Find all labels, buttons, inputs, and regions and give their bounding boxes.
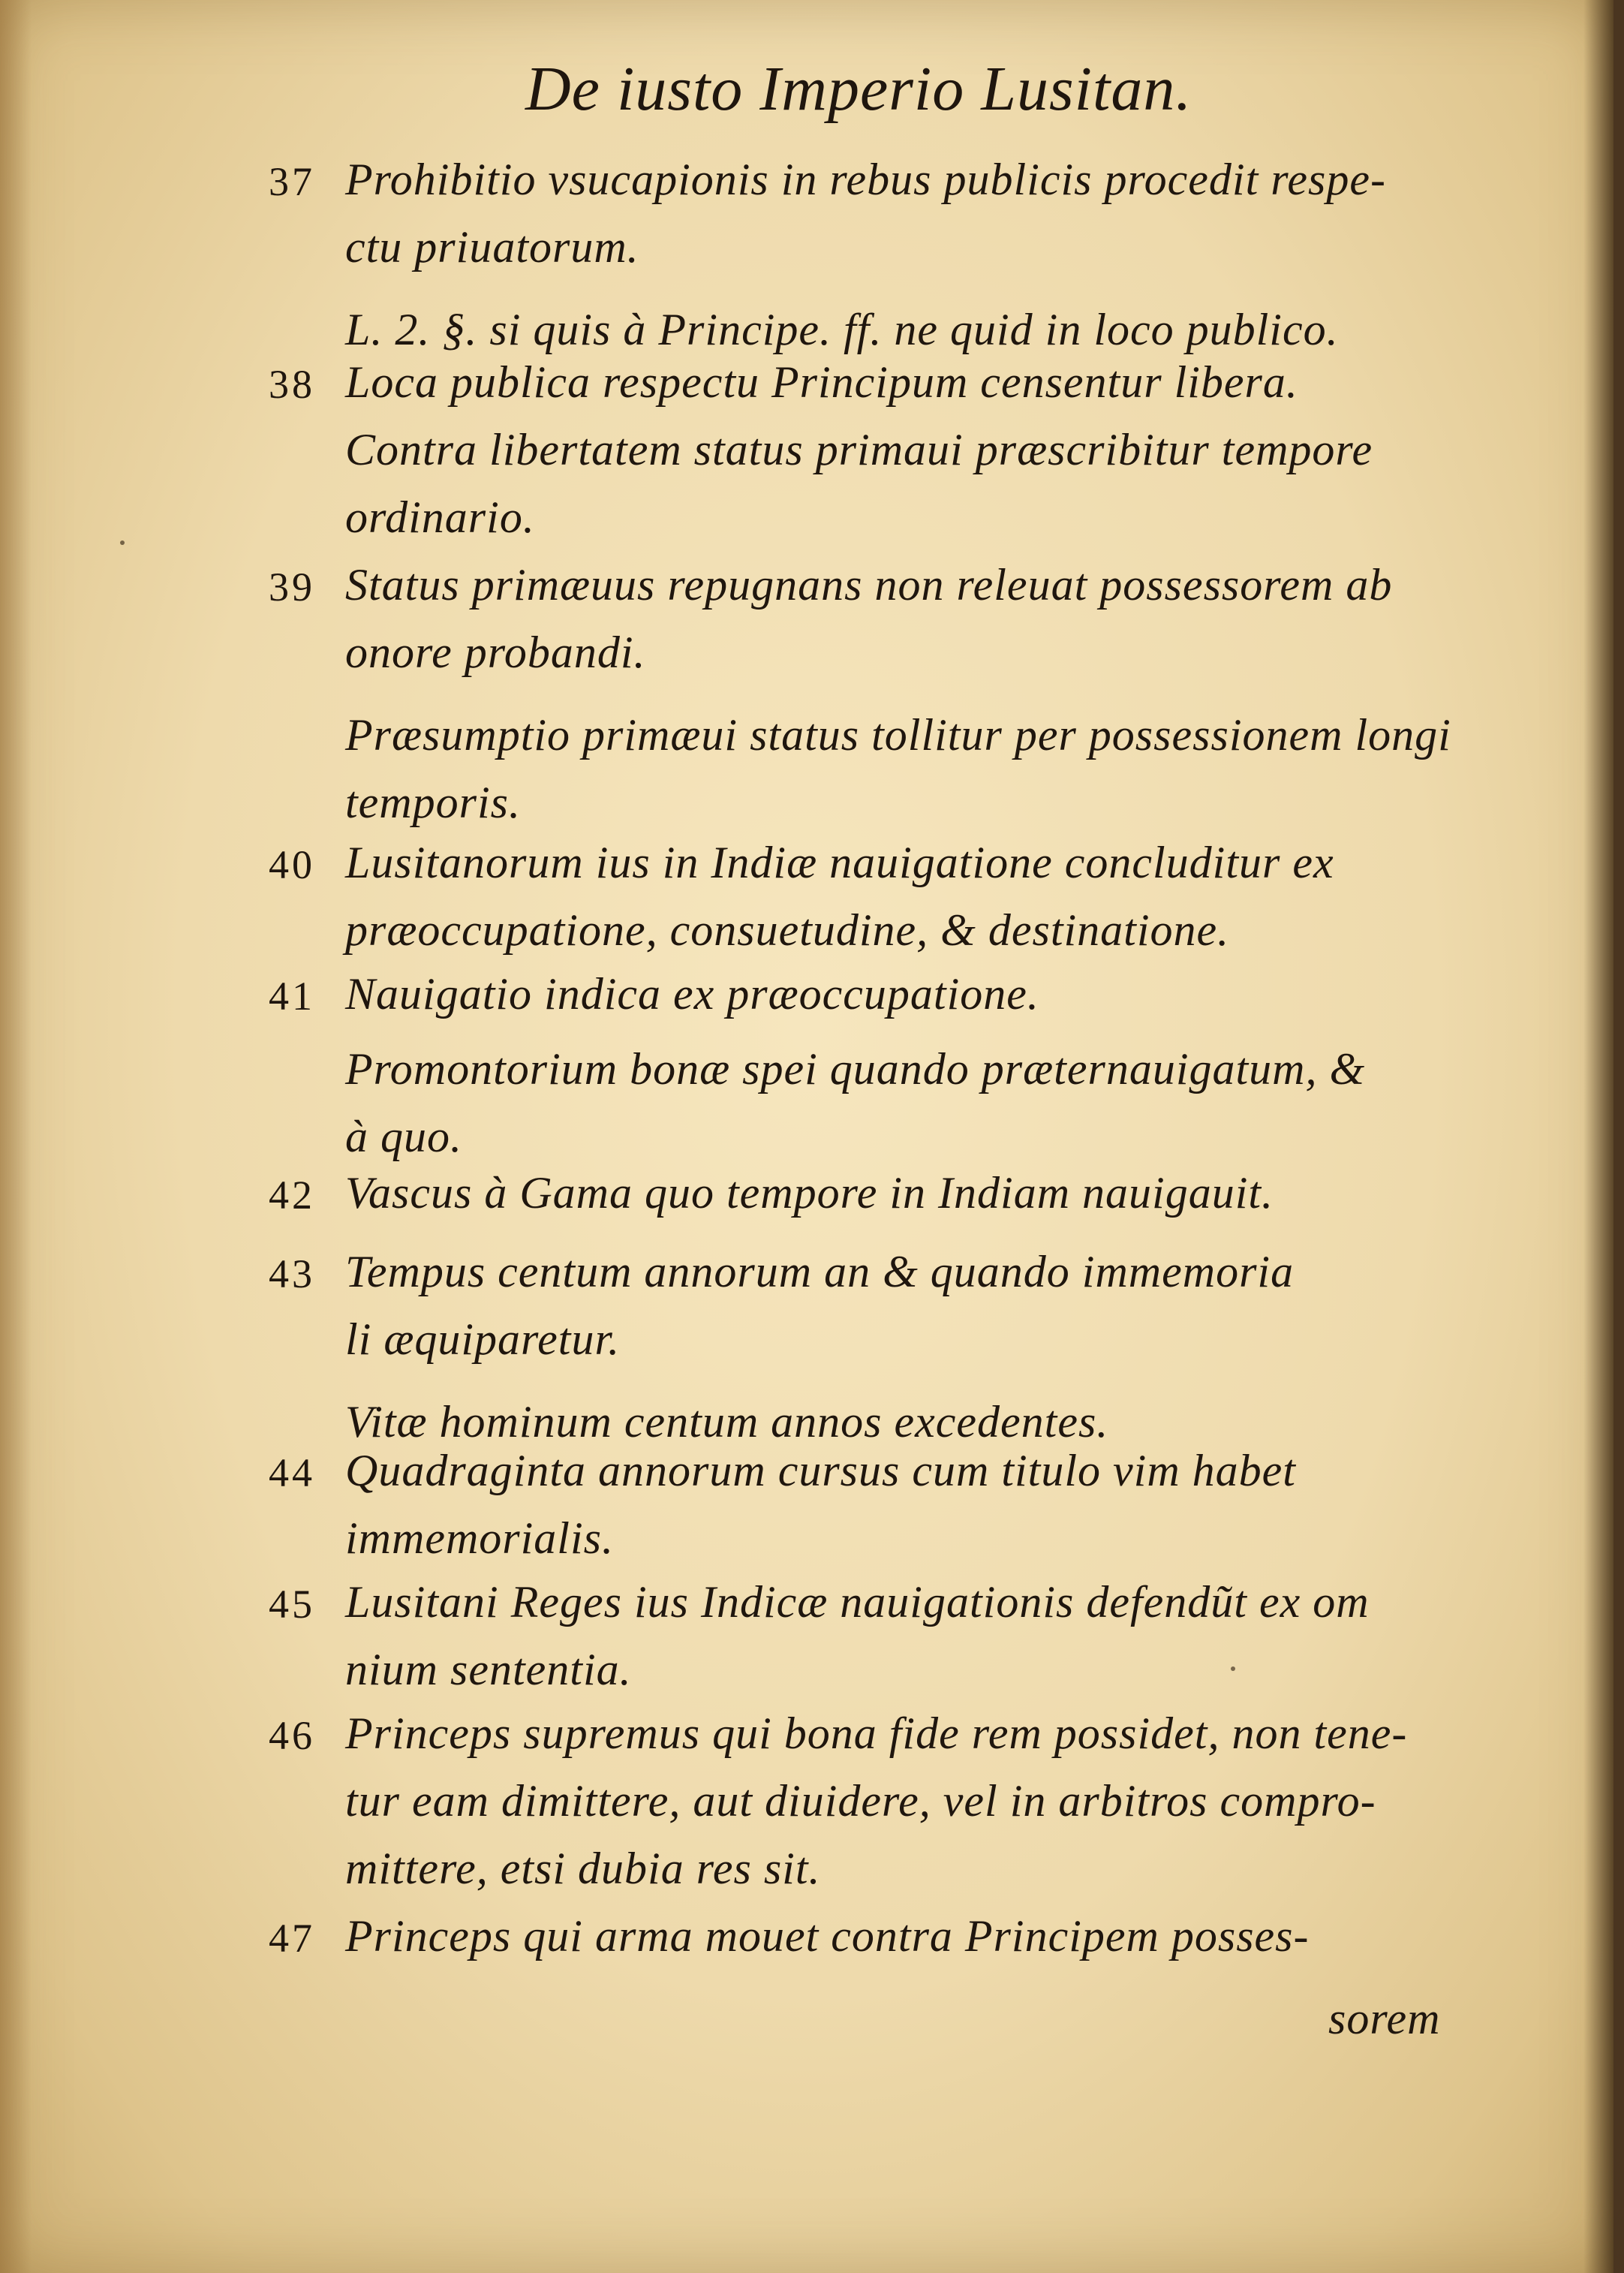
entry-line: ordinario. [345, 492, 535, 542]
entry-line: præoccupatione, consuetudine, & destinatione. [345, 905, 1230, 955]
page-gutter-shadow [0, 0, 32, 2273]
entry-line: Prohibitio vsucapionis in rebus publicis procedit respe- [345, 155, 1386, 204]
entry-number: 40 [269, 842, 315, 887]
entry-line: li æquiparetur. [345, 1314, 621, 1364]
entry-line: Promontorium bonæ spei quando præternauigatum, & [345, 1044, 1366, 1094]
entry-line: Vascus à Gama quo tempore in Indiam nauigauit. [345, 1168, 1274, 1218]
entry-number: 46 [269, 1713, 315, 1758]
entry-number: 42 [269, 1173, 315, 1218]
entry-line: Princeps qui arma mouet contra Principem posses- [345, 1911, 1310, 1961]
entry-line: Loca publica respectu Principum censentur libera. [345, 357, 1298, 407]
entry-line: ctu priuatorum. [345, 222, 639, 272]
entry-number: 41 [269, 974, 315, 1019]
entry-line: Contra libertatem status primaui præscribitur tempore [345, 425, 1373, 474]
entry-catchword: sorem [1328, 1994, 1441, 2043]
ink-speck [1231, 1666, 1235, 1671]
entry-line: temporis. [345, 778, 521, 827]
entry-line: Lusitanorum ius in Indiæ nauigatione concluditur ex [345, 838, 1334, 887]
ink-speck [120, 540, 125, 545]
entry-number: 43 [269, 1251, 315, 1296]
entry-line: onore probandi. [345, 628, 646, 677]
entry-line: Præsumptio primæui status tollitur per possessionem longi [345, 710, 1451, 760]
entry-number: 44 [269, 1450, 315, 1495]
entry-line: mittere, etsi dubia res sit. [345, 1844, 821, 1893]
entry-number: 37 [269, 159, 315, 204]
entry-line: Princeps supremus qui bona fide rem possidet, non tene- [345, 1709, 1408, 1758]
entry-line: Vitæ hominum centum annos excedentes. [345, 1397, 1109, 1447]
entry-number: 45 [269, 1582, 315, 1627]
entry-line: Lusitani Reges ius Indicæ nauigationis defendũt ex om [345, 1577, 1370, 1627]
running-head: De iusto Imperio Lusitan. [525, 54, 1192, 124]
entry-number: 47 [269, 1916, 315, 1961]
entry-line: Quadraginta annorum cursus cum titulo vim habet [345, 1446, 1296, 1495]
entry-line: Status primæuus repugnans non releuat possessorem ab [345, 560, 1393, 610]
page-edge-shadow [1583, 0, 1613, 2273]
entry-line: immemorialis. [345, 1513, 614, 1563]
page-edge [1613, 0, 1624, 2273]
entry-number: 39 [269, 564, 315, 610]
entry-line: L. 2. §. si quis à Principe. ff. ne quid in loco publico. [345, 305, 1339, 354]
entry-line: nium sententia. [345, 1645, 632, 1694]
entry-line: Tempus centum annorum an & quando immemoria [345, 1247, 1295, 1296]
entry-line: tur eam dimittere, aut diuidere, vel in arbitros compro- [345, 1776, 1376, 1826]
entry-line: Nauigatio indica ex præoccupatione. [345, 969, 1039, 1019]
entry-line: à quo. [345, 1112, 462, 1161]
entry-number: 38 [269, 362, 315, 407]
